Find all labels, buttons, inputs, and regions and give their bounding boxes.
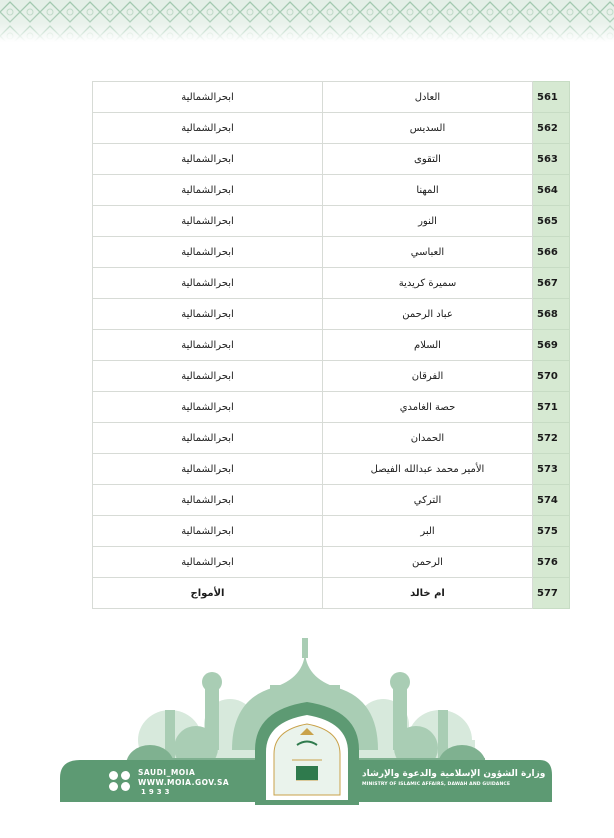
- name-cell: الأمير محمد عبدالله الفيصل: [323, 454, 533, 485]
- row-number-cell: 576: [533, 547, 570, 578]
- area-cell: ابحرالشمالية: [93, 330, 323, 361]
- table-row: [93, 392, 570, 423]
- row-number-cell: 572: [533, 423, 570, 454]
- row-number-cell: 575: [533, 516, 570, 547]
- table-row: [93, 175, 570, 206]
- social-icons: [109, 771, 133, 791]
- name-cell: ام خالد: [323, 578, 533, 609]
- table-row: [93, 113, 570, 144]
- row-number-cell: 569: [533, 330, 570, 361]
- area-cell: ابحرالشمالية: [93, 268, 323, 299]
- name-cell: العادل: [323, 82, 533, 113]
- area-cell: ابحرالشمالية: [93, 392, 323, 423]
- row-number-cell: 562: [533, 113, 570, 144]
- area-cell: الأمواج: [93, 578, 323, 609]
- row-number-cell: 564: [533, 175, 570, 206]
- area-cell: ابحرالشمالية: [93, 299, 323, 330]
- name-cell: الحمدان: [323, 423, 533, 454]
- table-row: [93, 578, 570, 609]
- instagram-icon[interactable]: [121, 771, 130, 780]
- table-row: [93, 237, 570, 268]
- row-number-cell: 561: [533, 82, 570, 113]
- table-row: [93, 361, 570, 392]
- name-cell: التركي: [323, 485, 533, 516]
- row-number-cell: 577: [533, 578, 570, 609]
- table-row: [93, 330, 570, 361]
- name-cell: السديس: [323, 113, 533, 144]
- name-cell: السلام: [323, 330, 533, 361]
- founding-year: 1933: [141, 788, 173, 796]
- table-row: [93, 82, 570, 113]
- table-row: [93, 547, 570, 578]
- area-cell: ابحرالشمالية: [93, 423, 323, 454]
- name-cell: حصة الغامدي: [323, 392, 533, 423]
- header-pattern: [0, 0, 614, 42]
- name-cell: الفرقان: [323, 361, 533, 392]
- table-row: [93, 206, 570, 237]
- table-row: [93, 485, 570, 516]
- twitter-icon[interactable]: [121, 782, 130, 791]
- area-cell: ابحرالشمالية: [93, 175, 323, 206]
- footer-mosque-banner: [0, 630, 614, 838]
- row-number-cell: 573: [533, 454, 570, 485]
- name-cell: سميرة كريدية: [323, 268, 533, 299]
- ministry-name-arabic: وزارة الشؤون الإسلامية والدعوة والإرشاد: [362, 769, 546, 779]
- ministry-name-english: MINISTRY OF ISLAMIC AFFAIRS, DAWAH AND GUIDANCE: [362, 782, 511, 787]
- area-cell: ابحرالشمالية: [93, 82, 323, 113]
- social-handle[interactable]: SAUDI_MOIA: [138, 768, 196, 777]
- name-cell: التقوى: [323, 144, 533, 175]
- name-cell: عباد الرحمن: [323, 299, 533, 330]
- row-number-cell: 574: [533, 485, 570, 516]
- row-number-cell: 570: [533, 361, 570, 392]
- area-cell: ابحرالشمالية: [93, 547, 323, 578]
- row-number-cell: 565: [533, 206, 570, 237]
- table-row: [93, 144, 570, 175]
- name-cell: المهنا: [323, 175, 533, 206]
- name-cell: الرحمن: [323, 547, 533, 578]
- website-link[interactable]: WWW.MOIA.GOV.SA: [138, 778, 230, 787]
- area-cell: ابحرالشمالية: [93, 144, 323, 175]
- table-row: [93, 454, 570, 485]
- table-row: [93, 268, 570, 299]
- area-cell: ابحرالشمالية: [93, 361, 323, 392]
- row-number-cell: 567: [533, 268, 570, 299]
- table-row: [93, 423, 570, 454]
- facebook-icon[interactable]: [109, 782, 118, 791]
- name-cell: العباسي: [323, 237, 533, 268]
- row-number-cell: 563: [533, 144, 570, 175]
- area-cell: ابحرالشمالية: [93, 113, 323, 144]
- table-row: [93, 516, 570, 547]
- row-number-cell: 571: [533, 392, 570, 423]
- data-table: [92, 81, 570, 609]
- area-cell: ابحرالشمالية: [93, 485, 323, 516]
- name-cell: البر: [323, 516, 533, 547]
- name-cell: النور: [323, 206, 533, 237]
- row-number-cell: 568: [533, 299, 570, 330]
- area-cell: ابحرالشمالية: [93, 516, 323, 547]
- row-number-cell: 566: [533, 237, 570, 268]
- area-cell: ابحرالشمالية: [93, 237, 323, 268]
- area-cell: ابحرالشمالية: [93, 206, 323, 237]
- table-row: [93, 299, 570, 330]
- snapchat-icon[interactable]: [109, 771, 118, 780]
- area-cell: ابحرالشمالية: [93, 454, 323, 485]
